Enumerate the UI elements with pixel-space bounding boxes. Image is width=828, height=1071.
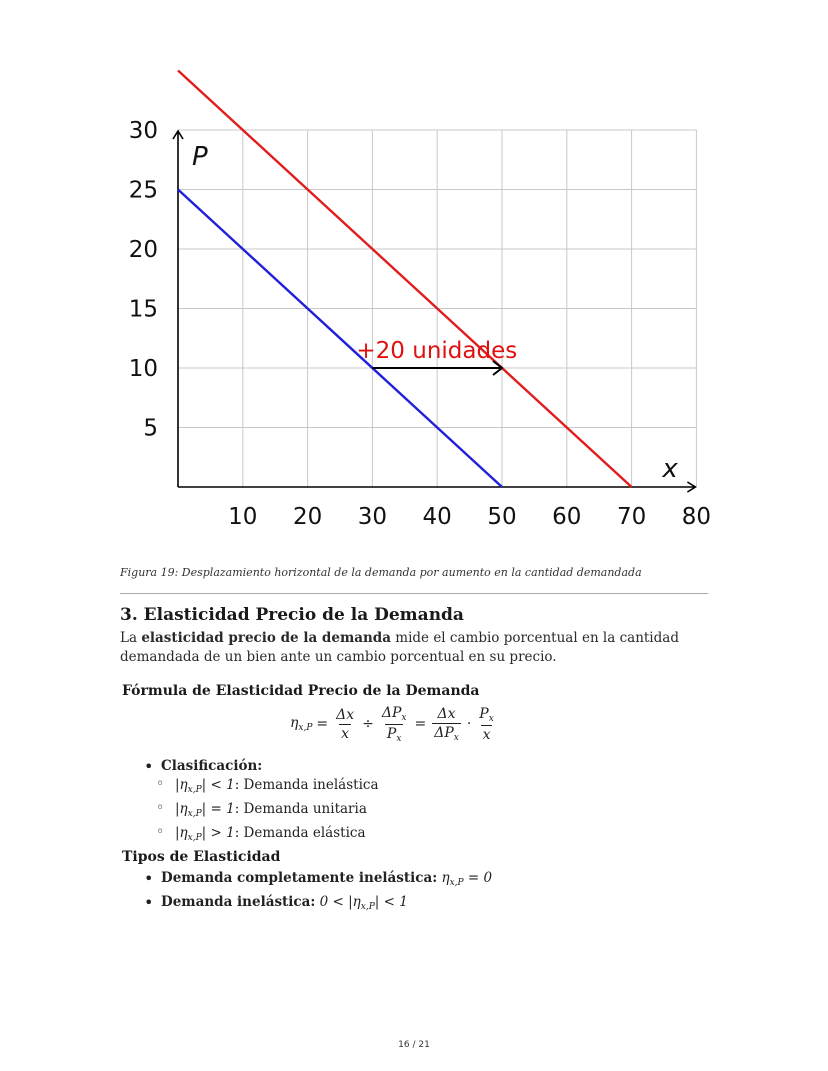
section-intro: La elasticidad precio de la demanda mide el cambio porcentual en la cantidad demandada de un bien ante un cambio porcentual en su precio. bbox=[120, 630, 679, 665]
shift-annotation: +20 unidades bbox=[356, 338, 518, 364]
y-tick-label: 5 bbox=[143, 415, 158, 442]
class-inelastic: ◦ $|\eta_{x,P}| < 1$: Demanda inelástica bbox=[175, 776, 379, 800]
elasticity-formula bbox=[290, 703, 498, 745]
fraction-dp-p: $\frac{\Delta P_x}{P_x}$ bbox=[381, 704, 407, 744]
x-axis-label: x bbox=[662, 454, 678, 484]
intro-term: elasticidad precio de la demanda bbox=[141, 630, 391, 646]
class-unitary: ◦ $|\eta_{x,P}| = 1$: Demanda unitaria bbox=[175, 800, 379, 824]
x-tick-label: 70 bbox=[616, 504, 647, 530]
classification-list bbox=[161, 757, 379, 848]
fraction-dx-dp: $\frac{\Delta x}{\Delta P_x}$ bbox=[434, 705, 459, 743]
classification-item: • Clasificación: ◦ $|\eta_{x,P}| < 1$: Demanda inelástica ◦ $|\eta_{x,P}| = 1$: Demanda unitaria ◦ $|\eta_{x,P}| > 1$: Demanda elástica bbox=[161, 757, 365, 848]
x-tick-label: 10 bbox=[228, 504, 258, 530]
x-tick-label: 40 bbox=[422, 504, 452, 530]
x-tick-label: 20 bbox=[292, 504, 323, 530]
class-elastic: ◦ $|\eta_{x,P}| > 1$: Demanda elástica bbox=[175, 824, 379, 848]
dot-sign: · bbox=[466, 716, 472, 732]
type-perfectly-inelastic: • Demanda completamente inelástica: $\eta_{x,P} = 0$ bbox=[161, 869, 492, 893]
classification-sublist bbox=[175, 776, 379, 848]
section-title: 3. Elasticidad Precio de la Demanda bbox=[120, 605, 464, 625]
demand-line-shifted bbox=[178, 71, 632, 488]
y-tick-label: 10 bbox=[128, 356, 158, 382]
equals-sign: = bbox=[316, 716, 329, 732]
y-axis-label: P bbox=[192, 142, 208, 172]
page-number: 16 / 21 bbox=[398, 1040, 430, 1050]
x-tick-label: 60 bbox=[552, 504, 582, 530]
x-tick-label: 50 bbox=[487, 504, 517, 530]
divide-sign: ÷ bbox=[362, 716, 374, 732]
equals-sign-2: = bbox=[414, 716, 427, 732]
x-tick-label: 30 bbox=[357, 504, 388, 530]
x-tick-label: 80 bbox=[681, 504, 712, 530]
fraction-p-x: $\frac{P_x}{x}$ bbox=[479, 705, 494, 743]
chart-svg bbox=[110, 60, 720, 540]
y-tick-label: 30 bbox=[128, 118, 158, 144]
formula-heading: Fórmula de Elasticidad Precio de la Demanda bbox=[122, 683, 480, 699]
y-tick-label: 20 bbox=[128, 237, 158, 263]
y-tick-label: 25 bbox=[128, 177, 158, 204]
fraction-dx-x: $\frac{\Delta x}{x}$ bbox=[336, 706, 355, 742]
section-divider bbox=[120, 593, 708, 594]
demand-shift-chart bbox=[110, 60, 720, 540]
figure-caption: Figura 19: Desplazamiento horizontal de la demanda por aumento en la cantidad demandada bbox=[120, 566, 642, 579]
y-tick-label: 15 bbox=[128, 296, 158, 323]
types-heading: Tipos de Elasticidad bbox=[122, 849, 281, 865]
type-inelastic: • Demanda inelástica: $0 < |\eta_{x,P}| < 1$ bbox=[161, 893, 492, 917]
eta-symbol: $\eta_{x,P}$ bbox=[290, 715, 313, 733]
types-list bbox=[161, 869, 492, 917]
